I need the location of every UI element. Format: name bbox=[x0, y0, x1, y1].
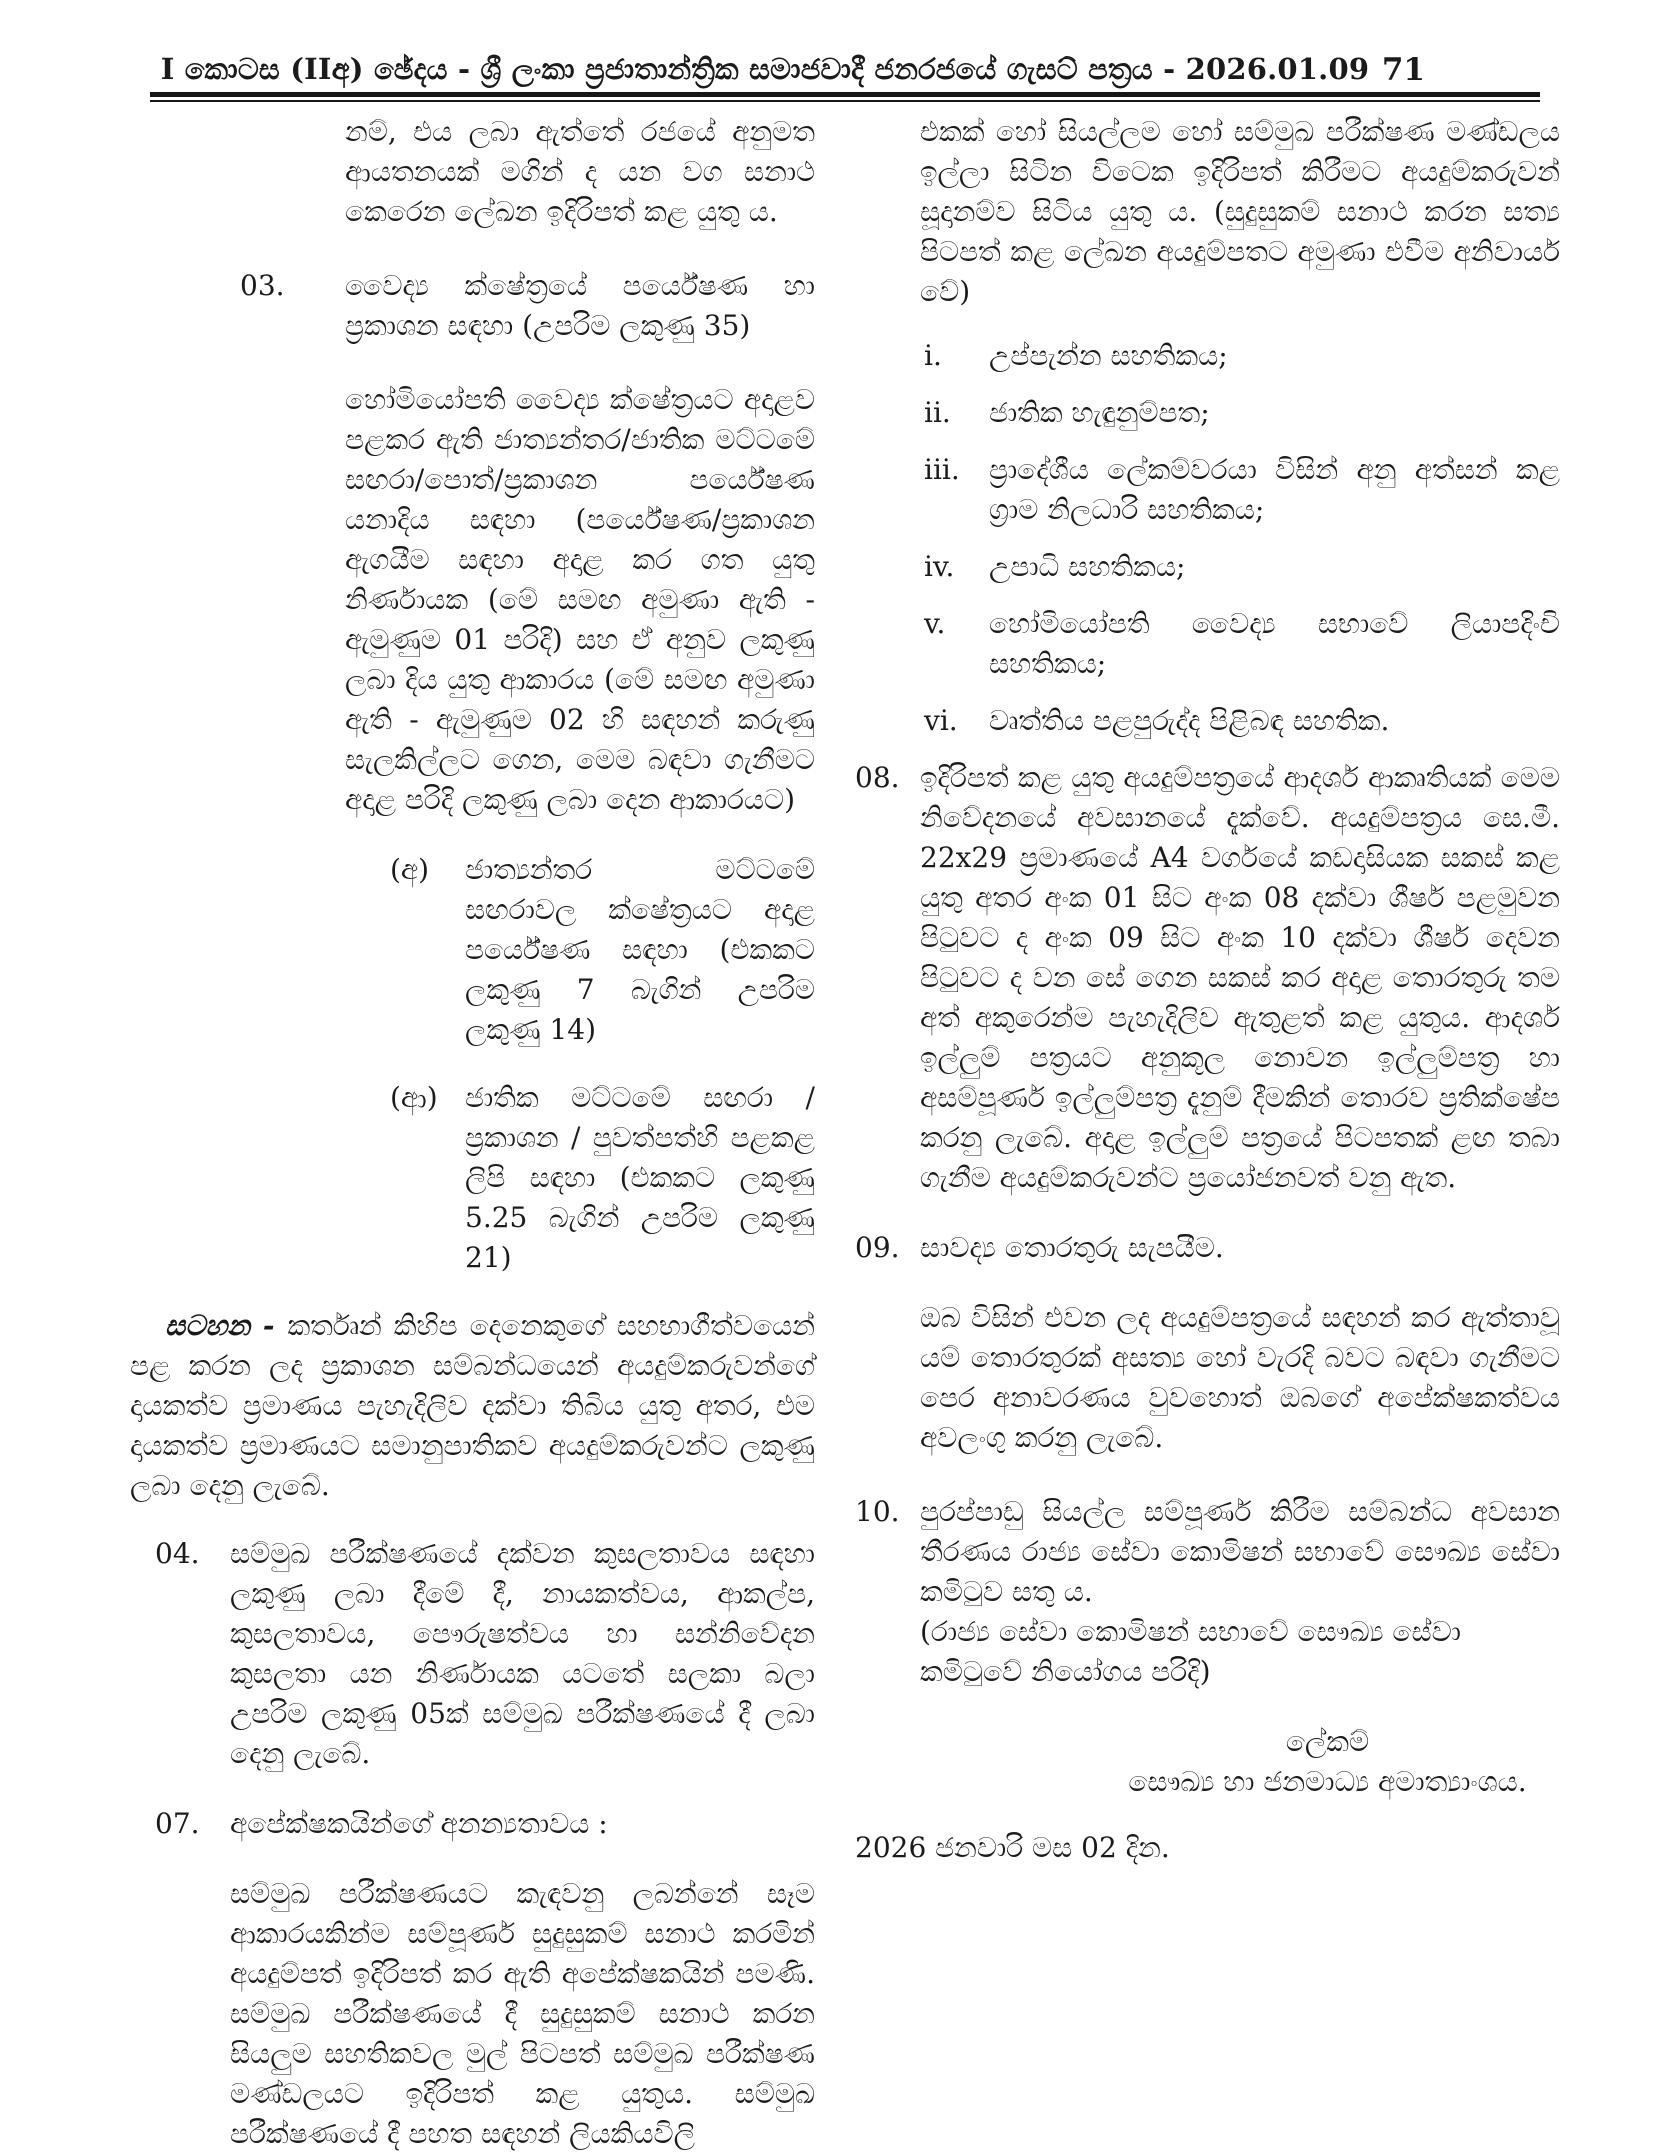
header-rule-thin bbox=[150, 100, 1540, 102]
item-03-number: 03. bbox=[240, 269, 285, 302]
page-header bbox=[150, 52, 1540, 92]
signatory-ministry: සෞඛ්‍ය හා ජනමාධ්‍ය අමාත්‍යාංශය. bbox=[1128, 1765, 1527, 1798]
item-04-text: සම්මුඛ පරීක්ෂණයේ දක්වන කුසලතාවය සඳහා ලකුණු ලබා දීමේ දී, නායකත්වය, ආකල්ප, කුසලතාවය, පෞරුෂත්වය හා සන්නිවේදන කුසලතා යන නිර්ණායක යටතේ සලකා බලා උපරිම ලකුණු 05ක් සම්මුඛ පරීක්ෂණයේ දී ලබා දෙනු ලැබේ. bbox=[230, 1537, 815, 1770]
list-item-label: vi. bbox=[924, 704, 958, 737]
sub-item-a-label: (අ) bbox=[390, 853, 430, 886]
item-07-detail: සම්මුඛ පරීක්ෂණයට කැඳවනු ලබන්නේ සෑම ආකාරයකින්ම සම්පූර්ණ සුදුසුකම් සනාථ කරමින් අයදුම්පත් ඉදිරිපත් කර ඇති අපේක්ෂකයින් පමණි. සම්මුඛ පරීක්ෂණයේ දී සුදුසුකම් සනාථ කරන සියලුම සහතිකවල මුල් පිටපත් සම්මුඛ පරීක්ෂණ මණ්ඩලයට ඉදිරිපත් කළ යුතුය. සම්මුඛ පරීක්ෂණයේ දී පහත සඳහන් ලියකියවිලි bbox=[230, 1877, 815, 2150]
item-08-number: 08. bbox=[855, 761, 900, 794]
item-07 bbox=[155, 1804, 815, 1844]
list-item bbox=[924, 393, 1560, 433]
note-text: කර්තෘන් කිහිප දෙනෙකුගේ සහභාගීත්වයෙන් පළ කරන ලද ප්‍රකාශන සම්බන්ධයෙන් අයදුම්කරුවන්ගේ දායකත්ව ප්‍රමාණය පැහැදිලිව දක්වා තිබිය යුතු අතර, එම දායකත්ව ප්‍රමාණයට සමානුපාතිකව අයදුම්කරුවන්ට ලකුණු ලබා දෙනු ලැබේ. bbox=[130, 1309, 815, 1502]
item-10-number: 10. bbox=[855, 1495, 900, 1528]
list-item-text: ජාතික හැඳුනුම්පත; bbox=[989, 396, 1210, 429]
item-09 bbox=[855, 1228, 1560, 1268]
signatory-title: ලේකම් bbox=[1285, 1725, 1370, 1758]
list-item-label: i. bbox=[924, 339, 942, 372]
gazette-header-title: I කොටස (IIඅ) ඡේදය - ශ්‍රී ලංකා ප්‍රජාතාන්ත්‍රික සමාජවාදී ජනරජයේ ගැසට් පත්‍රය - 2026.01.09 bbox=[160, 52, 1370, 86]
item-10 bbox=[855, 1492, 1560, 1692]
item-07-number: 07. bbox=[155, 1807, 200, 1840]
item-03 bbox=[240, 266, 815, 346]
list-item bbox=[924, 336, 1560, 376]
page-number: 71 bbox=[1381, 52, 1425, 88]
list-item-text: උපාධි සහතිකය; bbox=[989, 550, 1186, 583]
list-item bbox=[924, 450, 1560, 530]
list-item-text: උප්පැන්න සහතිකය; bbox=[989, 339, 1228, 372]
item-09-number: 09. bbox=[855, 1231, 900, 1264]
list-item-text: ප්‍රාදේශීය ලේකම්වරයා විසින් අනු අත්සන් කළ ග්‍රාම නිලධාරි සහතිකය; bbox=[989, 453, 1560, 526]
item-08 bbox=[855, 758, 1560, 1198]
item-09-detail: ඔබ විසින් එවන ලද අයදුම්පත්‍රයේ සඳහන් කර ඇත්තාවූ යම් තොරතුරක් අසත්‍ය හෝ වැරදි බවට බඳවා ගැනීමට පෙර අනාවරණය වුවහොත් ඔබගේ අපේක්ෂකත්වය අවලංගු කරනු ලැබේ. bbox=[920, 1301, 1560, 1454]
header-rule bbox=[150, 92, 1540, 102]
continuation-paragraph: එකක් හෝ සියල්ලම හෝ සම්මුඛ පරීක්ෂණ මණ්ඩලය ඉල්ලා සිටින විටෙක ඉදිරිපත් කිරීමට අයදුම්කරුවන් සූදානම්ව සිටිය යුතු ය. (සුදුසුකම් සනාථ කරන සත්‍ය පිටපත් කළ ලේඛන අයදුම්පතට අමුණා එවීම අනිවාර්ය වේ) bbox=[920, 115, 1560, 308]
note-paragraph bbox=[130, 1306, 815, 1506]
item-10-note: (රාජ්‍ය සේවා කොමිෂන් සභාවේ සෞඛ්‍ය සේවා කමිටුවේ නියෝගය පරිදි) bbox=[920, 1615, 1461, 1688]
signature-block bbox=[1095, 1722, 1560, 1802]
note-label: සටහන - bbox=[165, 1309, 288, 1342]
sub-item-aa-text: ජාතික මට්ටමේ සඟරා / ප්‍රකාශන / පුවත්පත්හි පළකළ ලිපි සඳහා (එකකට ලකුණු 5.25 බැගින් උපරිම ලකුණු 21) bbox=[465, 1081, 815, 1274]
list-item-label: ii. bbox=[924, 396, 951, 429]
list-item-label: iv. bbox=[924, 550, 955, 583]
item-08-text: ඉදිරිපත් කළ යුතු අයදුම්පත්‍රයේ ආදර්ශ ආකෘතියක් මෙම නිවේදනයේ අවසානයේ දැක්වේ. අයදුම්පත්‍රය සෙ.මී. 22x29 ප්‍රමාණයේ A4 වර්ගයේ කඩදාසියක සකස් කළ යුතු අතර අංක 01 සිට අංක 08 දක්වා ශීර්ෂ පළමුවන පිටුවට ද අංක 09 සිට අංක 10 දක්වා ශීර්ෂ දෙවන පිටුවට ද වන සේ ගෙන සකස් කර අදාළ තොරතුරු තම අත් අකුරෙන්ම පැහැදිලිව ඇතුළත් කළ යුතුය. ආදර්ශ ඉල්ලුම් පත්‍රයට අනුකූල නොවන ඉල්ලුම්පත්‍ර හා අසම්පූර්ණ ඉල්ලුම්පත්‍ර දැනුම් දීමකින් තොරව ප්‍රතික්ෂේප කරනු ලැබේ. අදාළ ඉල්ලුම් පත්‍රයේ පිටපතක් ළඟ තබා ගැනීම අයදුම්කරුවන්ට ප්‍රයෝජනවත් වනු ඇත. bbox=[920, 761, 1560, 1194]
list-item-label: iii. bbox=[924, 453, 960, 486]
document-list bbox=[924, 336, 1560, 741]
item-04 bbox=[155, 1534, 815, 1774]
item-10-text: පුරප්පාඩු සියල්ල සම්පූර්ණ කිරීම සම්බන්ධ අවසාන තීරණය රාජ්‍ය සේවා කොමිෂන් සභාවේ සෞඛ්‍ය සේවා කමිටුව සතු ය. bbox=[920, 1495, 1560, 1608]
header-rule-thick bbox=[150, 92, 1540, 97]
right-column bbox=[845, 112, 1560, 1868]
list-item-label: v. bbox=[924, 607, 946, 640]
intro-paragraph: නම්, එය ලබා ඇත්තේ රජයේ අනුමත ආයතනයක් මගින් ද යන වග සනාථ කෙරෙන ලේඛන ඉදිරිපත් කළ යුතු ය. bbox=[345, 115, 815, 228]
sub-item-aa-label: (ආ) bbox=[390, 1081, 438, 1114]
date-line: 2026 ජනවාරි මස 02 දින. bbox=[855, 1831, 1170, 1864]
left-column bbox=[115, 112, 815, 2154]
list-item-text: වෘත්තිය පළපුරුද්ද පිළිබඳ සහතික. bbox=[989, 704, 1390, 737]
list-item bbox=[924, 701, 1560, 741]
sub-item-aa bbox=[390, 1078, 815, 1278]
item-07-text: අපේක්ෂකයින්ගේ අනන්‍යතාවය : bbox=[230, 1807, 608, 1840]
item-09-text: සාවද්‍ය තොරතුරු සැපයීම. bbox=[920, 1231, 1224, 1264]
sub-item-a bbox=[390, 850, 815, 1050]
list-item bbox=[924, 547, 1560, 587]
item-03-text: වෛද්‍ය ක්ෂේත්‍රයේ පර්යේෂණ හා ප්‍රකාශන සඳහා (උපරිම ලකුණු 35) bbox=[345, 269, 815, 342]
sub-item-a-text: ජාත්‍යන්තර මට්ටමේ සඟරාවල ක්ෂේත්‍රයට අදාළ පර්යේෂණ සඳහා (එකකට ලකුණු 7 බැගින් උපරිම ලකුණු 14) bbox=[465, 853, 815, 1046]
item-10-body bbox=[920, 1492, 1560, 1692]
list-item bbox=[924, 604, 1560, 684]
list-item-text: හෝමියෝපති වෛද්‍ය සභාවේ ලියාපදිංචි සහතිකය; bbox=[989, 607, 1560, 680]
item-04-number: 04. bbox=[155, 1537, 200, 1570]
item-03-detail: හෝමියෝපති වෛද්‍ය ක්ෂේත්‍රයට අදාළව පළකර ඇති ජාත්‍යන්තර/ජාතික මට්ටමේ සඟරා/පොත්/ප්‍රකාශන පර්යේෂණ යනාදිය සඳහා (පර්යේෂණ/ප්‍රකාශන ඇගයීම සඳහා අදාළ කර ගත යුතු නිර්ණායක (මේ සමඟ අමුණා ඇති - ඇමුණුම 01 පරිදි) සහ ඒ අනුව ලකුණු ලබා දිය යුතු ආකාරය (මේ සමඟ අමුණා ඇති - ඇමුණුම 02 හි සඳහන් කරුණු සැලකිල්ලට ගෙන, මෙම බඳවා ගැනීමට අදාළ පරිදි ලකුණු ලබා දෙන ආකාරයට) bbox=[345, 383, 815, 816]
